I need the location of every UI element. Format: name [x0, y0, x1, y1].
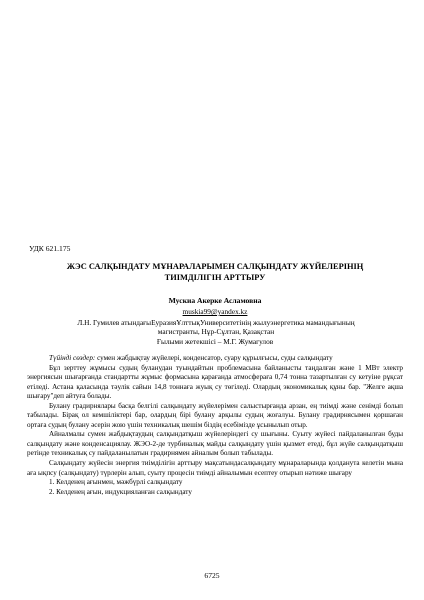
page-number: 6725	[204, 571, 220, 580]
body-paragraph: Салқындату жүйесін энергия тиімділігін арттыру мақсатындасалқындату мұнараларында қолданута келетін мына аға ықпсу (салқындату) түрлерін алып, суыту процесін тиімді айналымын есептеу отырып нәтиже шығару	[27, 459, 403, 477]
list-item: 1. Келденең ағынмен, мәжбүрлі салқындату	[49, 478, 183, 487]
body-paragraph: Булану градирнялары басқа белгілі салқындату жүйелерімен салыстырғанда арзан, ең тиімді және сенімді болып табылады. Бірақ ол кемшіліктері бар, олардың бірі булану арқылы судың жоғалуы. Булану градирнясымен қоршаған ортаға судың булану әсерін жою үшін техникалық шешім біздің есебімізде ұсынылып отыр.	[27, 401, 403, 429]
author-name: Мускиа Акерке Асламовна	[168, 296, 262, 305]
list-item: 2. Келденең ағын, индукцияланған салқындату	[49, 487, 192, 496]
body-paragraph: Бұл зерттеу жұмысы судың буланудан туындайтын проблемасына байланысты таңдалған және 1 МВт электр энергиясын шығарғанда стандартты жұмыс формасына қарағанда атмосфераға 0,74 тонна тазартылған су кетуіне рұқсат етіледі. Астана қаласында тәулік сайын 14,8 тоннаға жуық су төгіледі. Олардың экономикалық құны бар. "Желге ақша шығару"деп айтуға болады.	[27, 363, 403, 401]
body-paragraph: Айналмалы сумен жабдықтаудың салқындатқыш жүйелеріндегі су шығыны. Суыту жүйесі пайдаланылған буды салқындату және конденсациялау. ЖЭО-2-де турбиналық майды салқындату үшін қызмет етеді, бұл жүйе салқындатқыш ретінде техникалық су пайдаланылатын градирнямен айналым болып табылады.	[27, 430, 403, 458]
affiliation-line: магистранты, Нұр-Сұлтан, Қазақстан	[157, 327, 275, 337]
affiliation-line: Л.Н. Гумилев атындағыЕуразияҰлттықУниверситетінің жылуэнергетика мамандығының	[77, 318, 355, 327]
keywords-text: сумен жабдықтау жүйелері, конденсатор, суару құрылғысы, суды салқындату	[95, 354, 333, 362]
title-line: ЖЭС САЛҚЫНДАТУ МҰНАРАЛАРЫМЕН САЛҚЫНДАТУ ЖҮЙЕЛЕРІНІҢ	[66, 262, 364, 271]
udc-code: УДК 621.175	[29, 244, 71, 253]
cooling-types-list	[27, 478, 403, 497]
article-title	[30, 261, 400, 283]
author-email: muskia99@yandex.kz	[182, 307, 248, 316]
scientific-advisor: Ғылыми жетекшісі – М.Г. Жумагулов	[156, 337, 274, 346]
keywords-label: Түйінді сөздер:	[49, 354, 96, 362]
article-body	[27, 354, 403, 497]
keywords-paragraph	[27, 354, 403, 364]
affiliation	[46, 318, 386, 337]
title-line: ТИІМДІЛІГІН АРТТЫРУ	[164, 273, 266, 282]
